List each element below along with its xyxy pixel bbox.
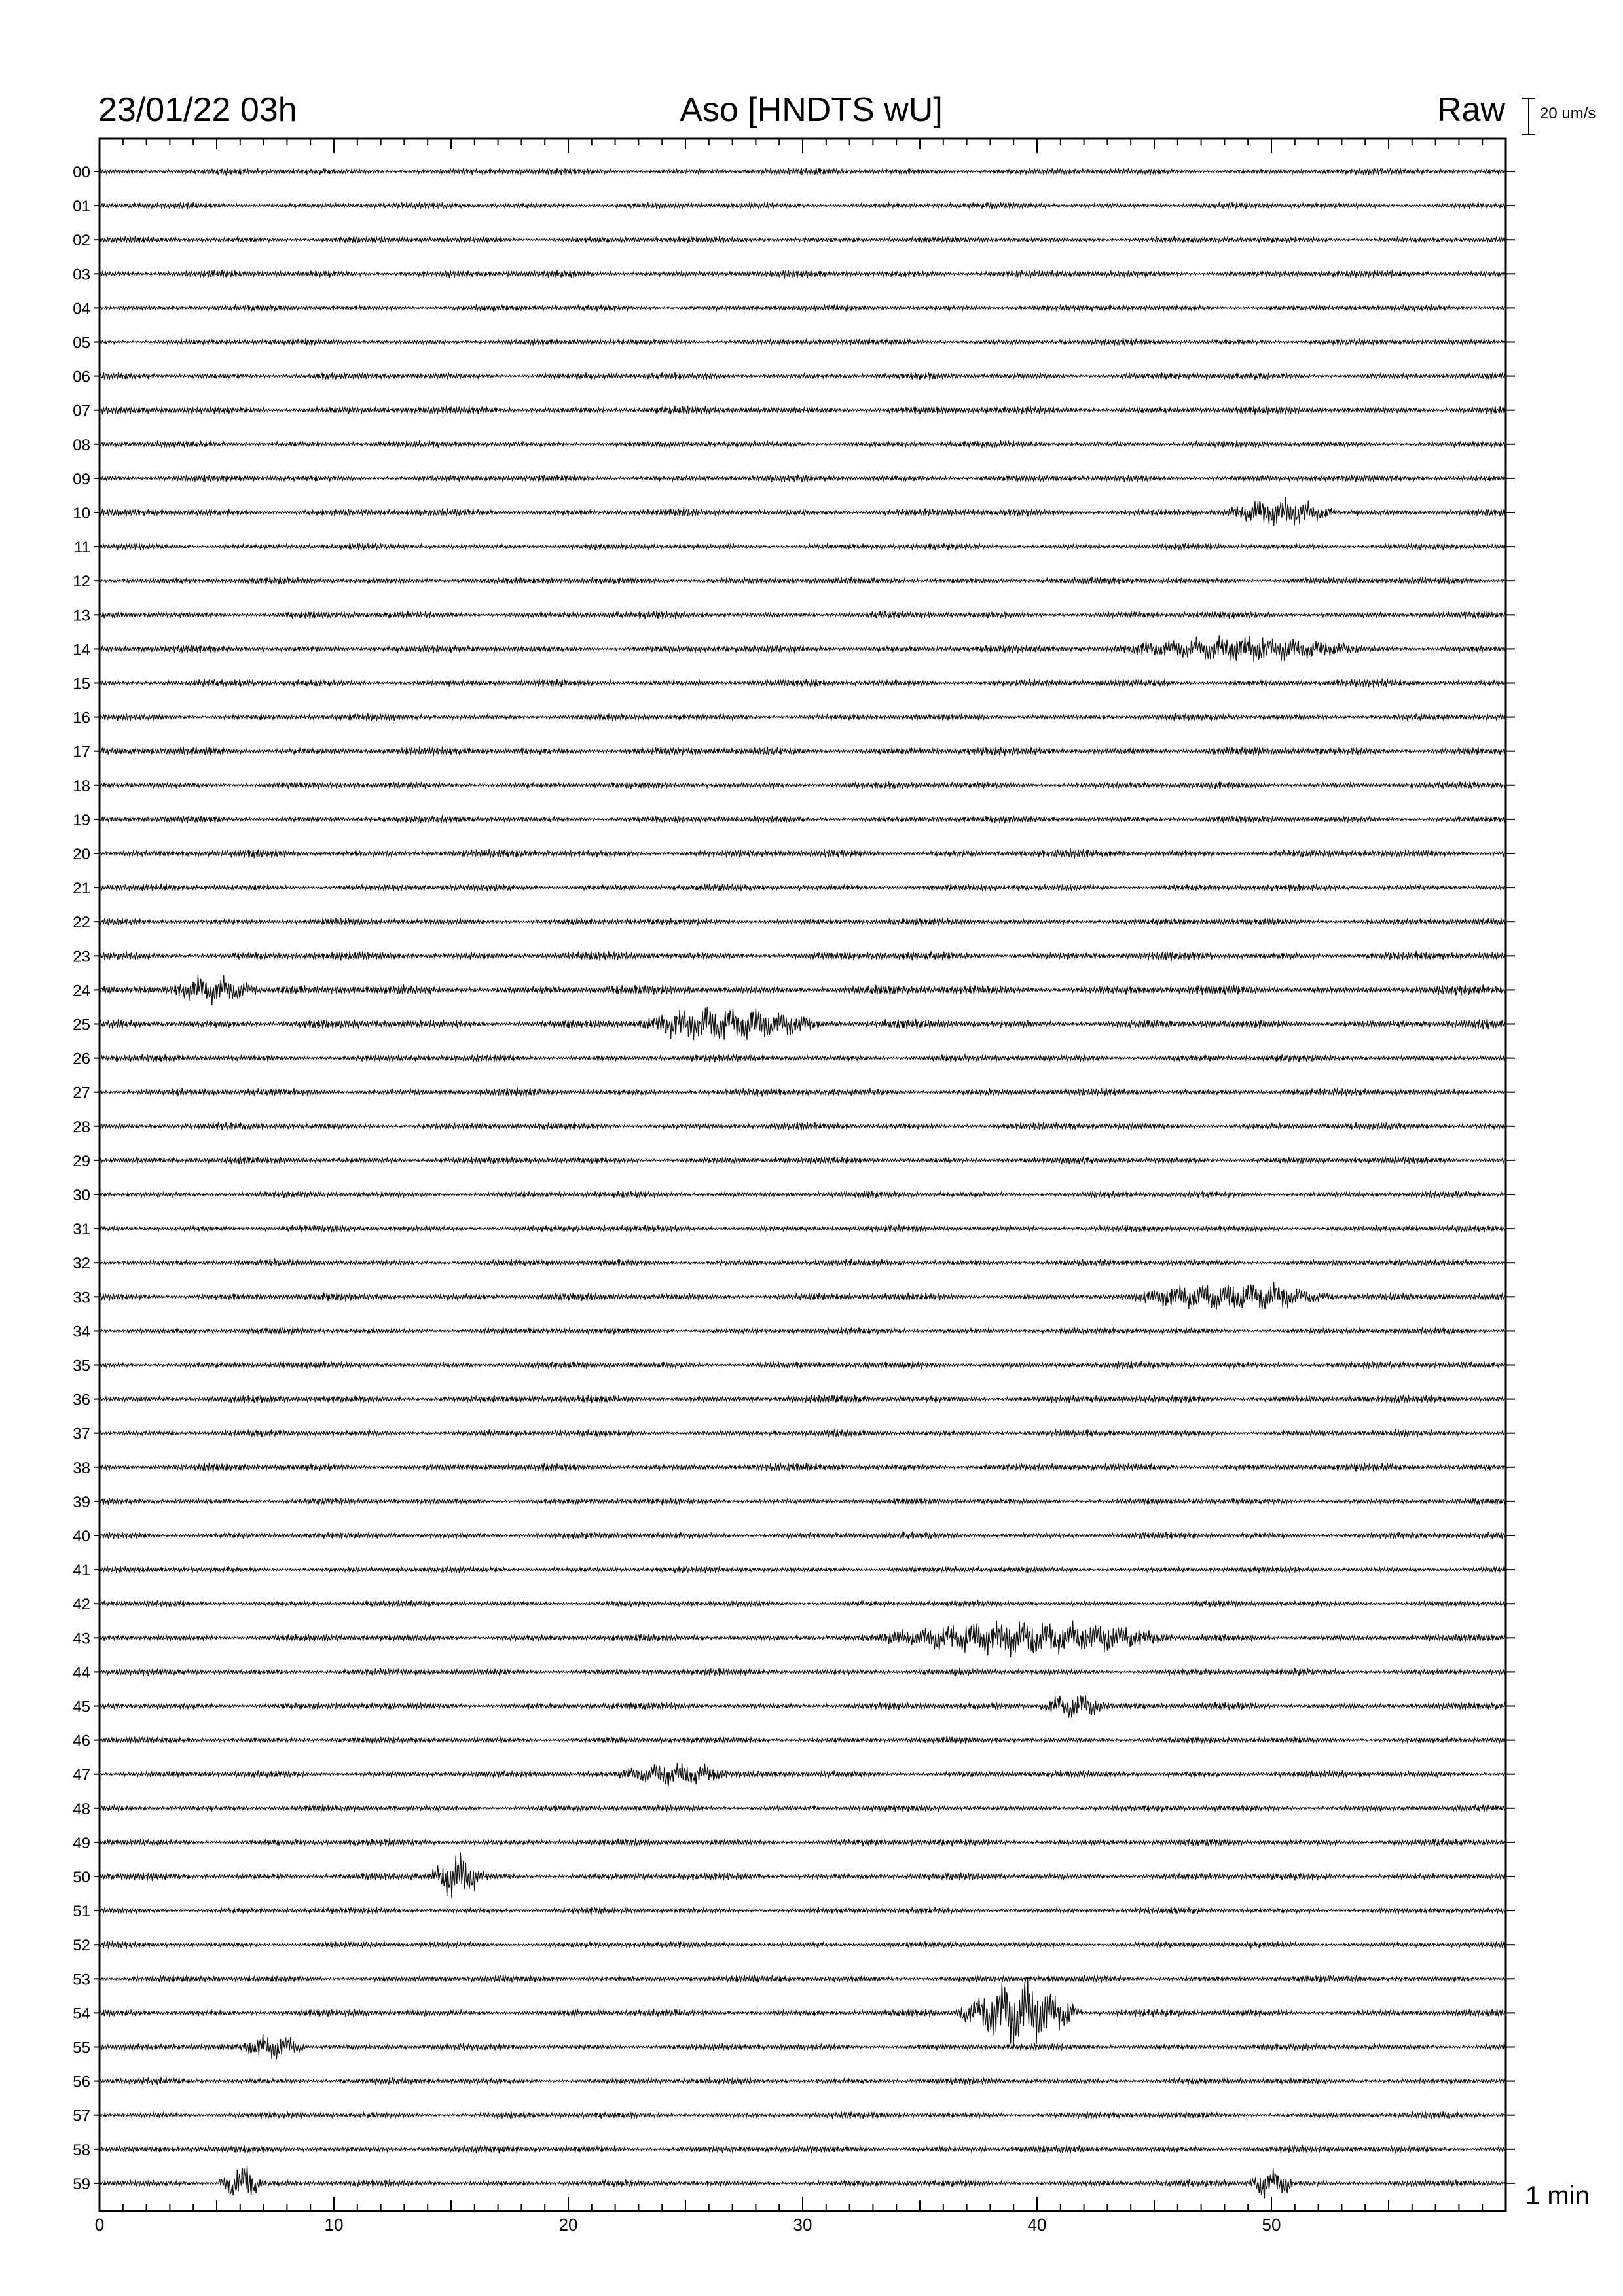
trace-row — [73, 635, 1515, 662]
trace-row — [73, 1528, 1515, 1545]
row-label: 02 — [73, 232, 90, 250]
trace-row — [73, 368, 1515, 386]
row-label: 10 — [73, 505, 90, 522]
trace-waveform — [100, 746, 1506, 756]
row-label: 41 — [73, 1562, 90, 1580]
row-label: 28 — [73, 1118, 90, 1136]
axis-ticks — [95, 139, 1506, 2234]
row-label: 17 — [73, 743, 90, 761]
row-label: 48 — [73, 1800, 90, 1818]
row-label: 08 — [73, 436, 90, 454]
trace-row — [73, 607, 1515, 624]
x-tick-label: 30 — [793, 2215, 812, 2234]
trace-row — [73, 300, 1515, 317]
trace-row — [73, 1119, 1515, 1136]
trace-row — [73, 1426, 1515, 1443]
trace-waveform — [100, 1087, 1506, 1096]
trace-waveform — [100, 1566, 1506, 1573]
trace-row — [73, 1596, 1515, 1613]
trace-row — [73, 1085, 1515, 1102]
trace-waveform — [100, 372, 1506, 380]
trace-waveform — [100, 577, 1506, 584]
trace-waveform — [100, 440, 1506, 448]
trace-rows — [73, 164, 1515, 2198]
trace-row — [73, 471, 1515, 488]
x-tick-label: 10 — [324, 2215, 344, 2234]
trace-waveform — [100, 1429, 1506, 1437]
row-label: 30 — [73, 1187, 90, 1204]
trace-row — [73, 778, 1515, 795]
trace-row — [73, 1695, 1515, 1717]
trace-waveform — [100, 1977, 1506, 2049]
trace-row — [74, 539, 1515, 556]
trace-waveform — [100, 1838, 1506, 1846]
row-label: 09 — [73, 470, 90, 488]
trace-waveform — [100, 236, 1506, 243]
row-label: 49 — [73, 1834, 90, 1852]
row-label: 39 — [73, 1493, 90, 1511]
trace-waveform — [100, 2034, 1506, 2059]
trace-waveform — [100, 1498, 1506, 1505]
trace-row — [73, 812, 1515, 829]
row-label: 15 — [73, 675, 90, 693]
trace-waveform — [100, 406, 1506, 415]
trace-waveform — [100, 497, 1506, 526]
trace-row — [73, 1971, 1515, 1988]
trace-waveform — [100, 884, 1506, 892]
trace-row — [73, 1153, 1515, 1170]
x-tick-label: 40 — [1027, 2215, 1047, 2234]
trace-waveform — [100, 1532, 1506, 1539]
row-label: 19 — [73, 811, 90, 829]
trace-row — [73, 1562, 1515, 1579]
trace-waveform — [100, 713, 1506, 721]
trace-waveform — [100, 1259, 1506, 1266]
row-label: 31 — [73, 1221, 90, 1239]
row-label: 55 — [73, 2039, 90, 2057]
trace-waveform — [100, 1054, 1506, 1063]
trace-row — [73, 1460, 1515, 1477]
trace-row — [73, 675, 1515, 693]
trace-waveform — [100, 1736, 1506, 1744]
trace-waveform — [100, 1007, 1506, 1041]
row-label: 53 — [73, 1971, 90, 1989]
trace-waveform — [100, 1941, 1506, 1948]
header-mode: Raw — [1436, 91, 1505, 129]
trace-row — [73, 437, 1515, 454]
trace-waveform — [100, 168, 1506, 175]
row-label: 38 — [73, 1459, 90, 1477]
row-label: 14 — [73, 641, 90, 659]
trace-waveform — [100, 918, 1506, 926]
trace-waveform — [100, 338, 1506, 346]
trace-waveform — [100, 1191, 1506, 1198]
trace-row — [73, 1903, 1515, 1920]
trace-row — [73, 2073, 1515, 2091]
trace-row — [73, 914, 1515, 931]
trace-waveform — [100, 2165, 1506, 2198]
trace-row — [73, 1763, 1515, 1787]
row-label: 32 — [73, 1255, 90, 1273]
row-label: 33 — [73, 1289, 90, 1307]
trace-row — [73, 2142, 1515, 2159]
trace-row — [73, 744, 1515, 761]
row-label: 52 — [73, 1937, 90, 1955]
row-label: 45 — [73, 1698, 90, 1716]
trace-waveform — [100, 2077, 1506, 2085]
row-label: 29 — [73, 1152, 90, 1170]
row-label: 21 — [73, 880, 90, 898]
trace-waveform — [100, 1763, 1506, 1787]
row-label: 59 — [73, 2175, 90, 2193]
trace-row — [73, 1937, 1515, 1954]
row-label: 37 — [73, 1425, 90, 1443]
row-label: 46 — [73, 1732, 90, 1750]
trace-waveform — [100, 1668, 1506, 1676]
row-label: 03 — [73, 266, 90, 284]
row-label: 26 — [73, 1050, 90, 1068]
row-label: 43 — [73, 1630, 90, 1648]
trace-row — [73, 1852, 1515, 1898]
trace-waveform — [100, 1327, 1506, 1335]
trace-row — [73, 1187, 1515, 1204]
trace-waveform — [100, 1361, 1506, 1369]
trace-row — [73, 266, 1515, 283]
trace-waveform — [100, 1695, 1506, 1717]
trace-row — [73, 975, 1515, 1006]
trace-waveform — [100, 2111, 1506, 2119]
trace-waveform — [100, 781, 1506, 789]
row-label: 47 — [73, 1766, 90, 1784]
row-label: 07 — [73, 402, 90, 420]
trace-row — [73, 948, 1515, 965]
trace-row — [73, 1494, 1515, 1511]
trace-row — [73, 1221, 1515, 1238]
trace-waveform — [100, 611, 1506, 619]
row-label: 42 — [73, 1596, 90, 1614]
trace-waveform — [100, 1852, 1506, 1898]
x-axis-unit-label: 1 min — [1525, 2181, 1590, 2210]
trace-row — [73, 573, 1515, 590]
trace-waveform — [100, 951, 1506, 961]
trace-waveform — [100, 679, 1506, 688]
trace-waveform — [100, 1156, 1506, 1164]
page-title: Aso [HNDTS wU] — [680, 91, 943, 129]
trace-row — [73, 198, 1515, 215]
trace-row — [73, 1323, 1515, 1340]
scale-bar — [1522, 98, 1535, 135]
trace-waveform — [100, 1975, 1506, 1982]
row-label: 27 — [73, 1084, 90, 1102]
trace-row — [73, 880, 1515, 897]
row-label: 40 — [73, 1528, 90, 1545]
trace-waveform — [100, 1225, 1506, 1233]
trace-waveform — [100, 304, 1506, 311]
x-tick-label: 0 — [94, 2215, 105, 2234]
trace-waveform — [100, 848, 1506, 858]
trace-row — [73, 2108, 1515, 2125]
trace-row — [73, 1977, 1515, 2049]
trace-waveform — [100, 1122, 1506, 1130]
trace-waveform — [100, 1907, 1506, 1914]
row-label: 23 — [73, 948, 90, 966]
row-label: 18 — [73, 777, 90, 795]
trace-waveform — [100, 816, 1506, 823]
trace-row — [73, 403, 1515, 420]
row-label: 12 — [73, 573, 90, 591]
trace-waveform — [100, 2145, 1506, 2153]
trace-row — [73, 1835, 1515, 1852]
trace-waveform — [100, 635, 1506, 662]
trace-waveform — [100, 975, 1506, 1006]
row-label: 24 — [73, 982, 90, 1000]
trace-row — [73, 164, 1515, 181]
row-label: 13 — [73, 607, 90, 625]
trace-row — [73, 1664, 1515, 1681]
trace-waveform — [100, 475, 1506, 482]
trace-row — [73, 1391, 1515, 1409]
trace-row — [73, 334, 1515, 352]
trace-waveform — [100, 1600, 1506, 1607]
row-label: 50 — [73, 1869, 90, 1886]
trace-waveform — [100, 1621, 1506, 1657]
plot-frame — [100, 139, 1506, 2211]
row-label: 44 — [73, 1664, 90, 1682]
row-label: 22 — [73, 914, 90, 932]
trace-row — [73, 1732, 1515, 1750]
trace-row — [73, 1255, 1515, 1272]
row-label: 11 — [74, 539, 90, 557]
trace-row — [73, 1007, 1515, 1041]
scale-label: 20 um/s — [1540, 105, 1596, 122]
trace-waveform — [100, 1395, 1506, 1403]
trace-row — [73, 2165, 1515, 2198]
trace-row — [73, 2034, 1515, 2059]
row-label: 57 — [73, 2107, 90, 2125]
trace-row — [73, 1050, 1515, 1068]
row-label: 56 — [73, 2073, 90, 2091]
trace-row — [73, 232, 1515, 249]
trace-waveform — [100, 270, 1506, 278]
row-label: 01 — [73, 198, 90, 216]
row-label: 51 — [73, 1903, 90, 1921]
trace-waveform — [100, 1282, 1506, 1310]
row-label: 35 — [73, 1357, 90, 1375]
trace-row — [73, 1621, 1515, 1657]
x-tick-label: 50 — [1262, 2215, 1281, 2234]
trace-waveform — [100, 1463, 1506, 1472]
row-label: 05 — [73, 334, 90, 352]
row-label: 54 — [73, 2005, 90, 2023]
trace-row — [73, 497, 1515, 526]
trace-waveform — [100, 202, 1506, 209]
trace-row — [73, 1357, 1515, 1375]
trace-row — [73, 1282, 1515, 1310]
row-label: 34 — [73, 1323, 90, 1341]
trace-waveform — [100, 543, 1506, 550]
trace-waveform — [100, 1804, 1506, 1812]
row-label: 00 — [73, 164, 90, 181]
row-label: 36 — [73, 1391, 90, 1409]
row-label: 06 — [73, 368, 90, 386]
row-label: 58 — [73, 2141, 90, 2159]
x-tick-label: 20 — [558, 2215, 578, 2234]
row-label: 04 — [73, 300, 90, 318]
trace-row — [73, 709, 1515, 727]
row-label: 25 — [73, 1016, 90, 1034]
row-label: 20 — [73, 846, 90, 863]
trace-row — [73, 1801, 1515, 1818]
row-label: 16 — [73, 709, 90, 727]
header-date: 23/01/22 03h — [98, 91, 297, 129]
trace-row — [73, 846, 1515, 863]
